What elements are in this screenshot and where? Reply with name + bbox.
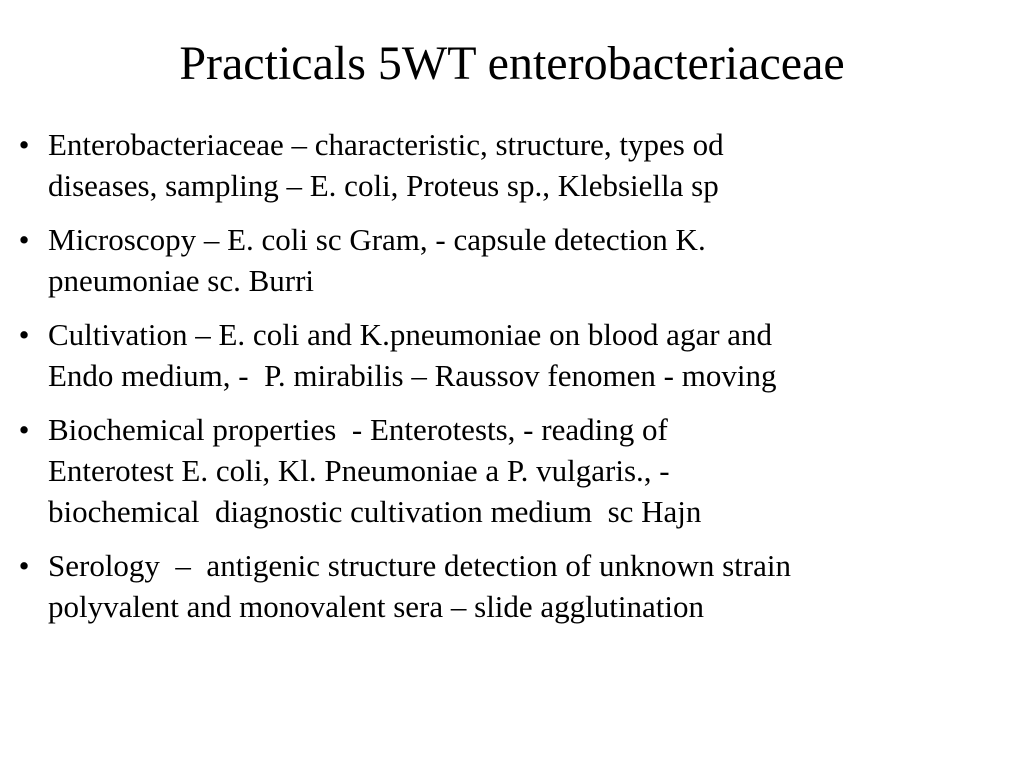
bullet-text-line: Cultivation – E. coli and K.pneumoniae on blood agar and [48, 317, 773, 352]
bullet-text-line: Endo medium, - P. mirabilis – Raussov fenomen - moving [48, 358, 777, 393]
bullet-text-line: diseases, sampling – E. coli, Proteus sp., Klebsiella sp [48, 168, 719, 203]
bullet-text-line: Biochemical properties - Enterotests, - reading of [48, 412, 668, 447]
bullet-text-line: biochemical diagnostic cultivation medium sc Hajn [48, 494, 702, 529]
bullet-item-microscopy [0, 219, 1024, 301]
bullet-item-biochemical [0, 409, 1024, 532]
bullet-item-cultivation [0, 314, 1024, 396]
bullet-item-overview [0, 124, 1024, 206]
bullet-text-line: Enterotest E. coli, Kl. Pneumoniae a P. vulgaris., - [48, 453, 670, 488]
bullet-list [0, 124, 1024, 640]
bullet-item-serology [0, 545, 1024, 627]
bullet-text-line: Enterobacteriaceae – characteristic, structure, types od [48, 127, 724, 162]
slide-title: Practicals 5WT enterobacteriaceae [179, 37, 845, 90]
bullet-text-line: pneumoniae sc. Burri [48, 263, 315, 298]
bullet-icon: • [18, 127, 30, 162]
bullet-icon: • [18, 548, 30, 583]
bullet-text-line: polyvalent and monovalent sera – slide agglutination [48, 589, 705, 624]
bullet-text-line: Serology – antigenic structure detection of unknown strain [48, 548, 791, 583]
bullet-icon: • [18, 412, 30, 447]
bullet-text-line: Microscopy – E. coli sc Gram, - capsule detection K. [48, 222, 706, 257]
bullet-icon: • [18, 222, 30, 257]
bullet-icon: • [18, 317, 30, 352]
